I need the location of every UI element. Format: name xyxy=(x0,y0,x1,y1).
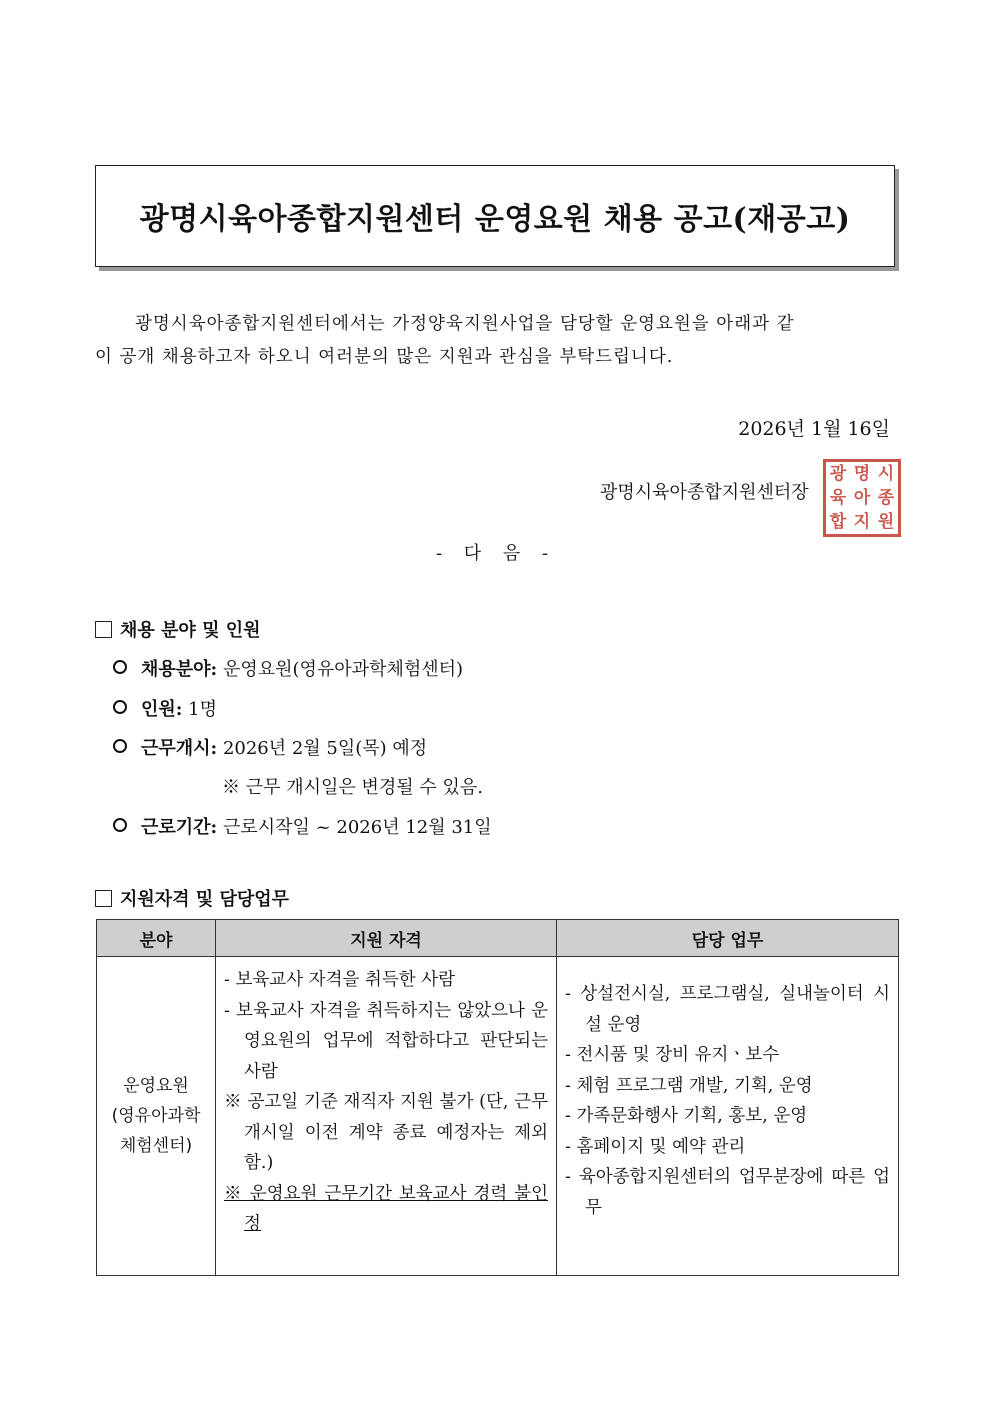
list-item: 근로기간: 근로시작일 ~ 2026년 12월 31일 xyxy=(113,813,492,839)
list-item: 채용분야: 운영요원(영유아과학체험센터) xyxy=(113,655,463,681)
qualification-item: ※ 운영요원 근무기간 보육교사 경력 불인정 xyxy=(224,1183,548,1234)
list-item: 근무개시: 2026년 2월 5일(목) 예정 xyxy=(113,734,427,760)
qualifications-table xyxy=(96,919,899,1276)
intro-paragraph xyxy=(95,308,899,374)
field-cell: 운영요원 (영유아과학 체험센터) xyxy=(97,957,216,1276)
section-heading-recruitment: 채용 분야 및 인원 xyxy=(95,616,261,642)
duty-item: - 가족문화행사 기획, 홍보, 운영 xyxy=(565,1106,808,1126)
table-header: 지원 자격 xyxy=(216,920,557,957)
bullet-circle-icon xyxy=(113,818,127,832)
qualification-item: ※ 공고일 기준 재직자 지원 불가 (단, 근무개시일 이전 계약 종료 예정자는 제외함.) xyxy=(224,1092,548,1173)
duty-item: - 체험 프로그램 개발, 기획, 운영 xyxy=(565,1075,813,1096)
duty-item: - 육아종합지원센터의 업무분장에 따른 업무 xyxy=(565,1167,890,1218)
title-box xyxy=(95,165,895,267)
duty-item: - 상설전시실, 프로그램실, 실내놀이터 시설 운영 xyxy=(565,984,890,1035)
intro-line-2: 이 공개 채용하고자 하오니 여러분의 많은 지원과 관심을 부탁드립니다. xyxy=(95,347,674,367)
official-seal: 광 명 시 육 아 종 합 지 원 xyxy=(823,459,901,537)
bullet-circle-icon xyxy=(113,700,127,714)
page-title: 광명시육아종합지원센터 운영요원 채용 공고(재공고) xyxy=(139,202,851,237)
organization-name: 광명시육아종합지원센터장 xyxy=(600,482,809,503)
checkbox-icon xyxy=(95,621,112,638)
duty-item: - 홈페이지 및 예약 관리 xyxy=(565,1136,746,1157)
duty-item: - 전시품 및 장비 유지ㆍ보수 xyxy=(565,1045,780,1065)
start-date-note: ※ 근무 개시일은 변경될 수 있음. xyxy=(222,777,483,798)
table-header: 분야 xyxy=(97,920,216,957)
checkbox-icon xyxy=(95,890,112,907)
qualification-item: - 보육교사 자격을 취득하지는 않았으나 운영요원의 업무에 적합하다고 판단되는 사람 xyxy=(224,1000,548,1082)
bullet-circle-icon xyxy=(113,739,127,753)
list-item: 인원: 1명 xyxy=(113,695,217,721)
table-row xyxy=(97,957,899,1276)
table-header: 담당 업무 xyxy=(557,920,899,957)
separator-text: - 다 음 - xyxy=(435,543,557,564)
qualification-item: - 보육교사 자격을 취득한 사람 xyxy=(224,970,456,990)
announcement-date: 2026년 1월 16일 xyxy=(738,418,890,440)
qualifications-cell xyxy=(216,957,557,1276)
section-heading-qualifications: 지원자격 및 담당업무 xyxy=(95,885,289,911)
bullet-circle-icon xyxy=(113,660,127,674)
duties-cell xyxy=(557,957,899,1276)
intro-line-1: 광명시육아종합지원센터에서는 가정양육지원사업을 담당할 운영요원을 아래과 같 xyxy=(135,314,795,334)
